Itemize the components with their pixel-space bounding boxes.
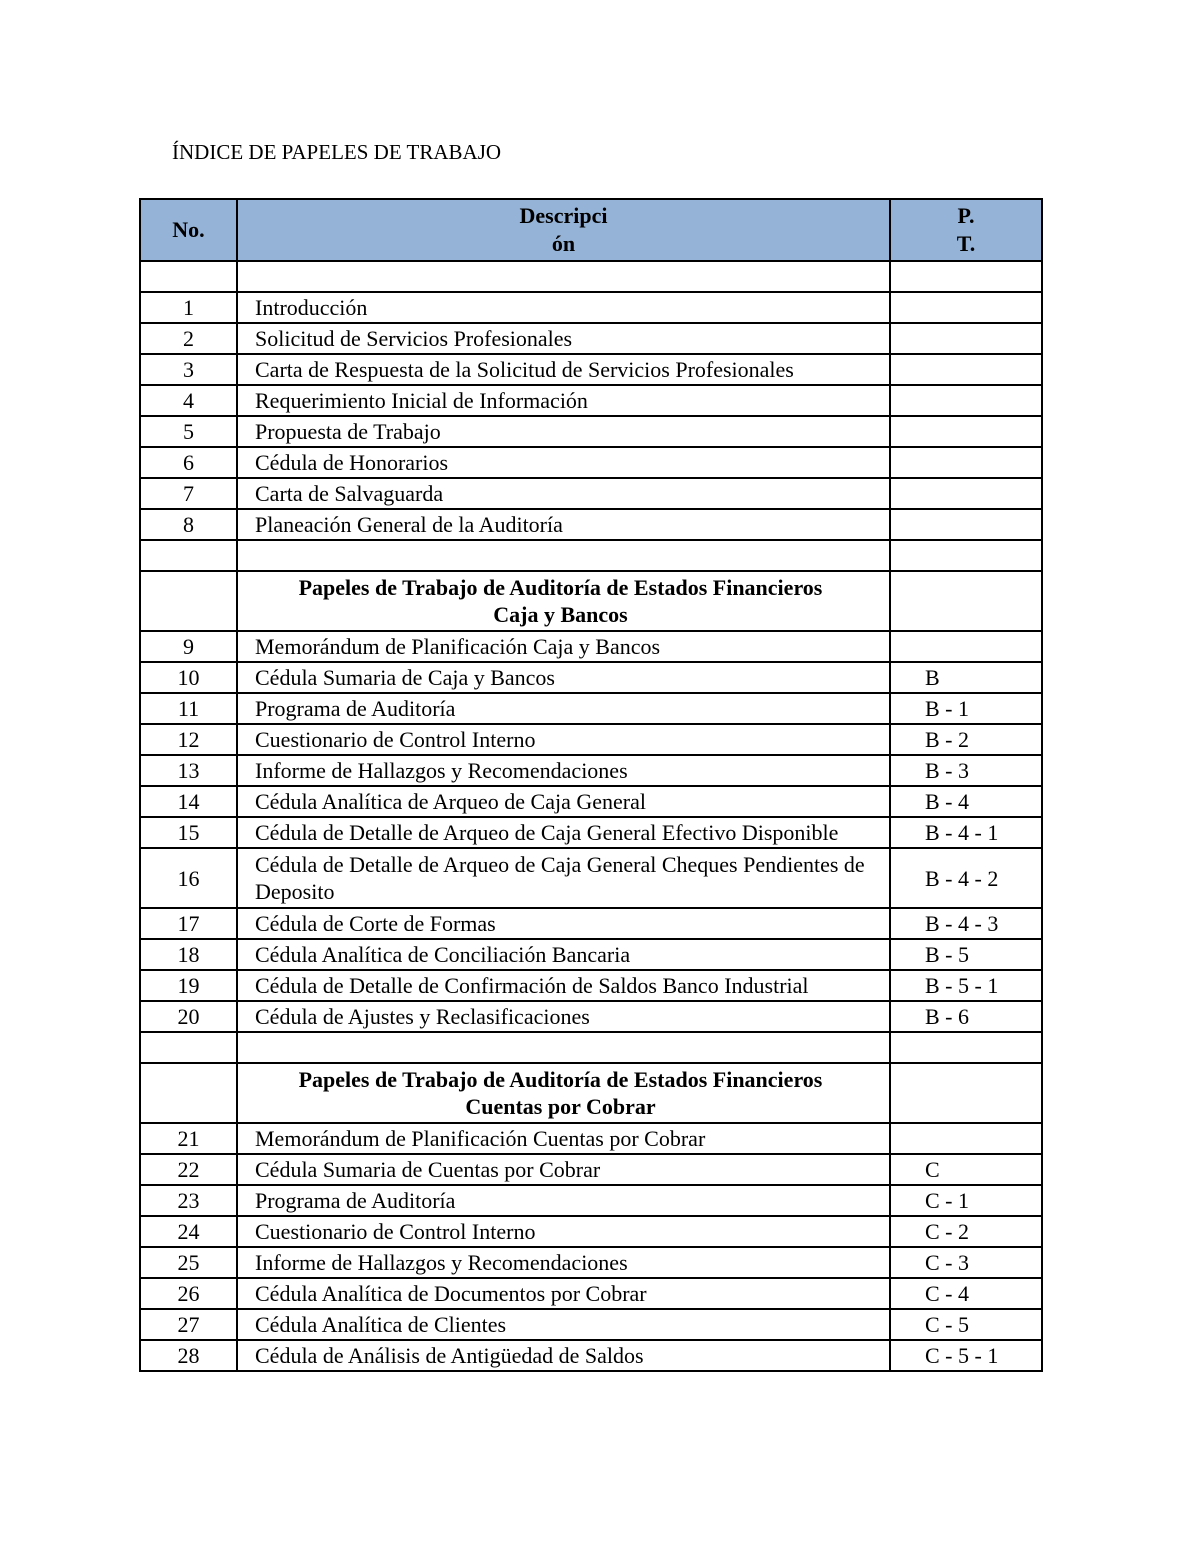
section-heading-line-1: Papeles de Trabajo de Auditoría de Estados Financieros (298, 1067, 823, 1092)
row-description: Cédula de Detalle de Confirmación de Saldos Banco Industrial (237, 970, 890, 1001)
row-description: Memorándum de Planificación Cuentas por Cobrar (237, 1123, 890, 1154)
row-description: Solicitud de Servicios Profesionales (237, 323, 890, 354)
row-number: 11 (140, 693, 237, 724)
table-row (140, 908, 1042, 939)
blank-cell (890, 1032, 1042, 1063)
section-heading-row (140, 571, 1042, 631)
row-description: Programa de Auditoría (237, 1185, 890, 1216)
header-no-label: No. (172, 217, 205, 242)
row-pt-reference: C - 5 - 1 (890, 1340, 1042, 1371)
row-number: 4 (140, 385, 237, 416)
header-description (237, 199, 890, 261)
row-number: 8 (140, 509, 237, 540)
row-pt-reference (890, 1123, 1042, 1154)
row-pt-reference: C - 3 (890, 1247, 1042, 1278)
row-number: 10 (140, 662, 237, 693)
row-description: Cédula de Honorarios (237, 447, 890, 478)
row-number: 7 (140, 478, 237, 509)
blank-cell (237, 261, 890, 292)
row-number: 18 (140, 939, 237, 970)
row-pt-reference: C - 1 (890, 1185, 1042, 1216)
blank-cell (237, 540, 890, 571)
row-description: Carta de Respuesta de la Solicitud de Servicios Profesionales (237, 354, 890, 385)
row-description: Cédula de Corte de Formas (237, 908, 890, 939)
table-row (140, 939, 1042, 970)
table-row (140, 354, 1042, 385)
section-heading-line-2: Caja y Bancos (493, 602, 628, 627)
row-pt-reference: C - 5 (890, 1309, 1042, 1340)
row-description: Cédula Sumaria de Cuentas por Cobrar (237, 1154, 890, 1185)
row-number: 2 (140, 323, 237, 354)
row-pt-reference (890, 416, 1042, 447)
section-heading-line-1: Papeles de Trabajo de Auditoría de Estados Financieros (298, 575, 823, 600)
row-pt-reference (890, 292, 1042, 323)
row-pt-reference: B - 4 (890, 786, 1042, 817)
row-pt-reference (890, 478, 1042, 509)
row-pt-reference: C - 4 (890, 1278, 1042, 1309)
row-pt-reference: B - 4 - 3 (890, 908, 1042, 939)
row-number: 19 (140, 970, 237, 1001)
blank-cell (890, 540, 1042, 571)
row-description: Cuestionario de Control Interno (237, 1216, 890, 1247)
table-row (140, 1278, 1042, 1309)
row-description: Cédula de Detalle de Arqueo de Caja General Cheques Pendientes de Deposito (237, 848, 890, 908)
row-pt-reference (890, 354, 1042, 385)
row-pt-reference: B - 6 (890, 1001, 1042, 1032)
document-title: ÍNDICE DE PAPELES DE TRABAJO (172, 140, 502, 164)
row-number: 22 (140, 1154, 237, 1185)
row-number: 12 (140, 724, 237, 755)
blank-cell (890, 261, 1042, 292)
row-number: 23 (140, 1185, 237, 1216)
section-empty-cell (140, 1063, 237, 1123)
row-description: Introducción (237, 292, 890, 323)
table-row (140, 1154, 1042, 1185)
row-pt-reference: C (890, 1154, 1042, 1185)
row-description: Carta de Salvaguarda (237, 478, 890, 509)
table-row (140, 662, 1042, 693)
row-pt-reference (890, 447, 1042, 478)
row-description: Cédula Sumaria de Caja y Bancos (237, 662, 890, 693)
working-papers-index-table (139, 198, 1043, 1372)
blank-row (140, 540, 1042, 571)
row-pt-reference (890, 323, 1042, 354)
row-number: 17 (140, 908, 237, 939)
row-pt-reference (890, 631, 1042, 662)
row-number: 24 (140, 1216, 237, 1247)
row-pt-reference: B - 4 - 2 (890, 848, 1042, 908)
row-pt-reference: B - 1 (890, 693, 1042, 724)
row-description: Cédula Analítica de Arqueo de Caja General (237, 786, 890, 817)
table-row (140, 447, 1042, 478)
section-heading-row (140, 1063, 1042, 1123)
table-row (140, 1309, 1042, 1340)
row-number: 1 (140, 292, 237, 323)
row-description: Cédula Analítica de Clientes (237, 1309, 890, 1340)
header-row (140, 199, 1042, 261)
table-row (140, 385, 1042, 416)
row-number: 13 (140, 755, 237, 786)
table-row (140, 755, 1042, 786)
section-empty-cell (890, 1063, 1042, 1123)
row-description: Cédula de Ajustes y Reclasificaciones (237, 1001, 890, 1032)
row-number: 14 (140, 786, 237, 817)
row-description: Requerimiento Inicial de Información (237, 385, 890, 416)
row-pt-reference: B - 4 - 1 (890, 817, 1042, 848)
table-row (140, 323, 1042, 354)
row-description: Cédula Analítica de Conciliación Bancaria (237, 939, 890, 970)
row-number: 16 (140, 848, 237, 908)
table-row (140, 1216, 1042, 1247)
row-description: Informe de Hallazgos y Recomendaciones (237, 755, 890, 786)
blank-cell (237, 1032, 890, 1063)
row-description: Cédula de Detalle de Arqueo de Caja General Efectivo Disponible (237, 817, 890, 848)
blank-cell (140, 261, 237, 292)
row-number: 9 (140, 631, 237, 662)
table-header (140, 199, 1042, 261)
section-heading (237, 1063, 890, 1123)
table-row (140, 786, 1042, 817)
table-row (140, 1247, 1042, 1278)
header-description-line-1: Descripci (519, 203, 608, 228)
blank-cell (140, 540, 237, 571)
row-number: 3 (140, 354, 237, 385)
row-number: 26 (140, 1278, 237, 1309)
row-number: 6 (140, 447, 237, 478)
table-body (140, 261, 1042, 1371)
blank-row (140, 1032, 1042, 1063)
table-row (140, 724, 1042, 755)
table-row (140, 1123, 1042, 1154)
row-pt-reference: B (890, 662, 1042, 693)
row-description: Informe de Hallazgos y Recomendaciones (237, 1247, 890, 1278)
row-description: Cédula de Análisis de Antigüedad de Saldos (237, 1340, 890, 1371)
header-pt-line-2: T. (956, 231, 976, 256)
row-pt-reference (890, 509, 1042, 540)
header-no (140, 199, 237, 261)
row-number: 28 (140, 1340, 237, 1371)
row-pt-reference: C - 2 (890, 1216, 1042, 1247)
table-row (140, 848, 1042, 908)
row-pt-reference: B - 3 (890, 755, 1042, 786)
section-empty-cell (890, 571, 1042, 631)
header-pt (890, 199, 1042, 261)
row-pt-reference: B - 5 (890, 939, 1042, 970)
row-pt-reference: B - 2 (890, 724, 1042, 755)
table-row (140, 292, 1042, 323)
table-row (140, 817, 1042, 848)
row-description: Propuesta de Trabajo (237, 416, 890, 447)
table-row (140, 1185, 1042, 1216)
table-row (140, 631, 1042, 662)
row-pt-reference: B - 5 - 1 (890, 970, 1042, 1001)
table-row (140, 416, 1042, 447)
section-heading-line-2: Cuentas por Cobrar (465, 1094, 656, 1119)
row-pt-reference (890, 385, 1042, 416)
header-pt-line-1: P. (957, 203, 975, 228)
table-row (140, 509, 1042, 540)
row-number: 15 (140, 817, 237, 848)
blank-row (140, 261, 1042, 292)
row-number: 27 (140, 1309, 237, 1340)
row-number: 25 (140, 1247, 237, 1278)
table-row (140, 1340, 1042, 1371)
row-description: Cuestionario de Control Interno (237, 724, 890, 755)
row-number: 21 (140, 1123, 237, 1154)
table-row (140, 1001, 1042, 1032)
row-description: Programa de Auditoría (237, 693, 890, 724)
row-description: Planeación General de la Auditoría (237, 509, 890, 540)
table-row (140, 478, 1042, 509)
section-empty-cell (140, 571, 237, 631)
table-row (140, 693, 1042, 724)
row-description: Memorándum de Planificación Caja y Bancos (237, 631, 890, 662)
section-heading (237, 571, 890, 631)
blank-cell (140, 1032, 237, 1063)
header-description-line-2: ón (551, 231, 576, 256)
row-description: Cédula Analítica de Documentos por Cobrar (237, 1278, 890, 1309)
table-row (140, 970, 1042, 1001)
row-number: 5 (140, 416, 237, 447)
row-number: 20 (140, 1001, 237, 1032)
